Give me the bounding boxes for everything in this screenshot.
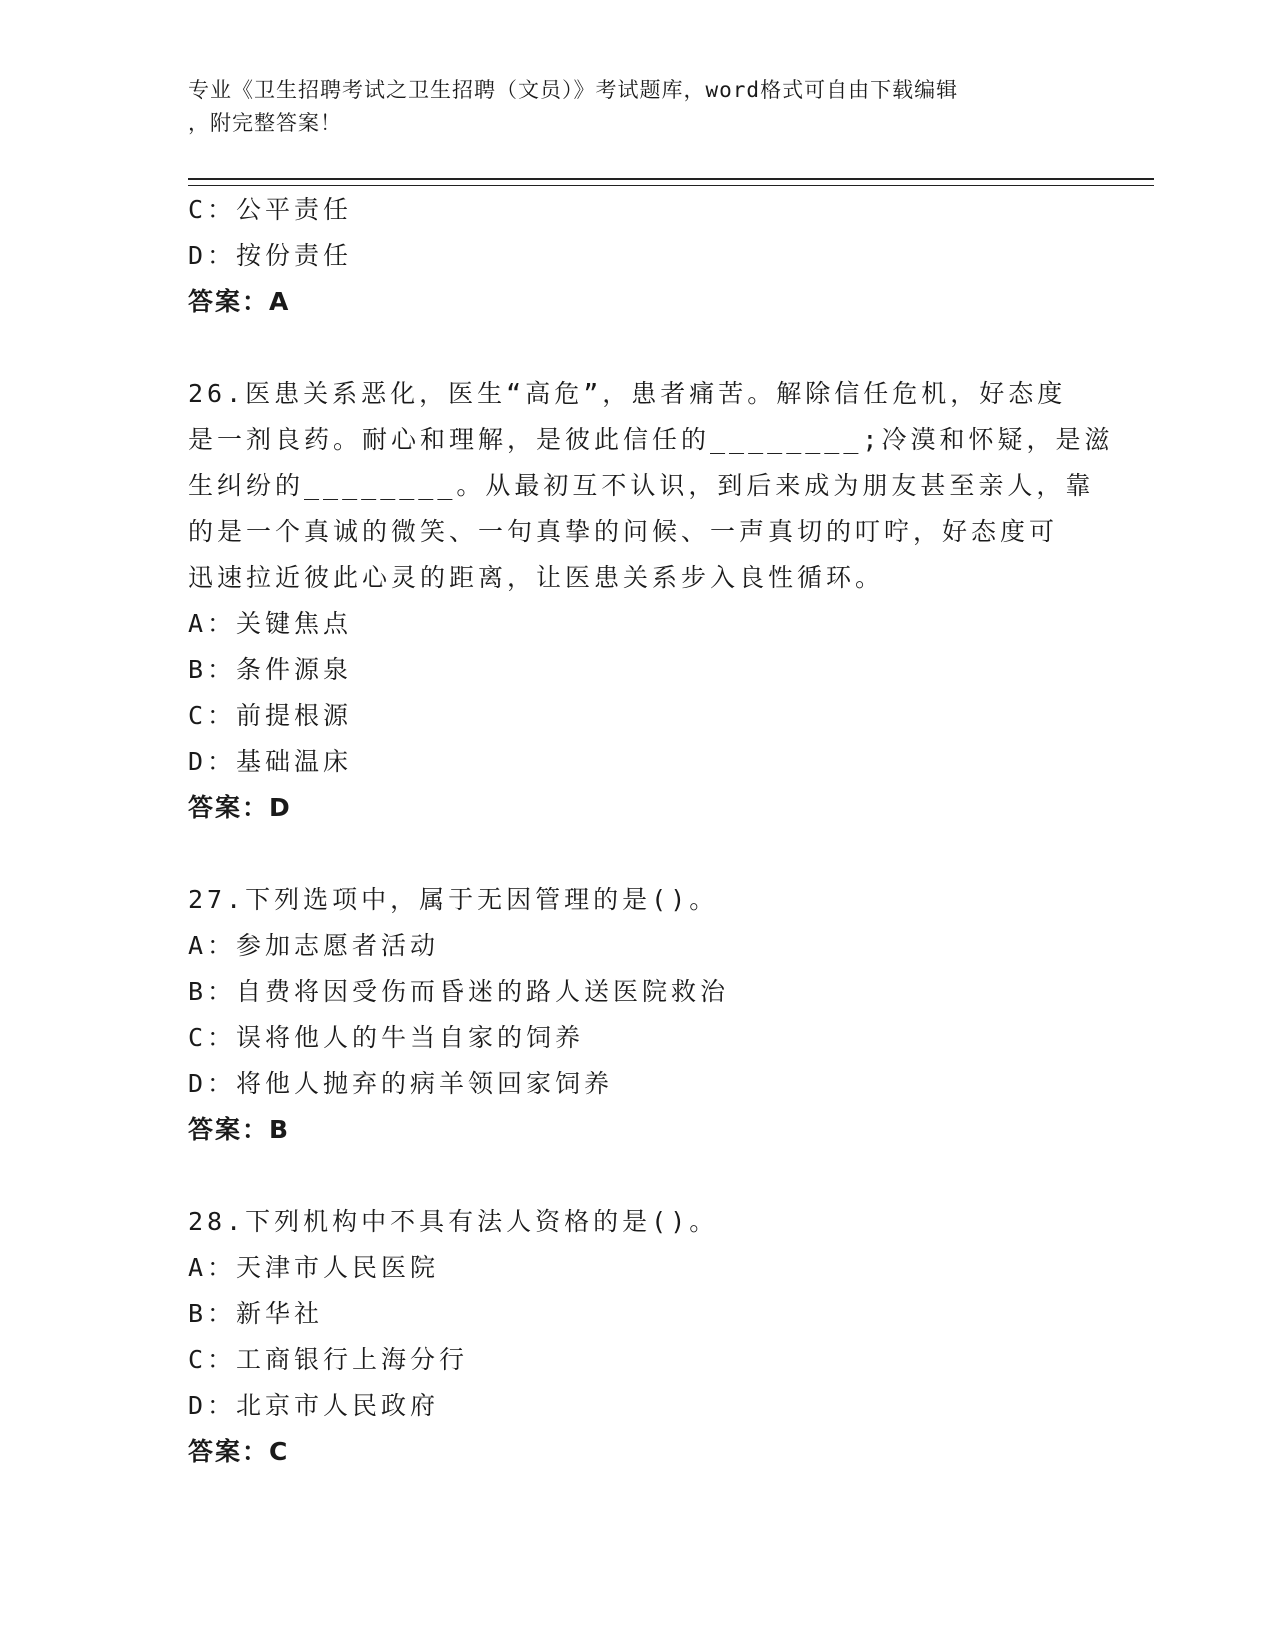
spacer (188, 831, 1088, 877)
header-divider (188, 178, 1154, 186)
option-d: D：按份责任 (188, 241, 353, 270)
option-a: A：参加志愿者活动 (188, 931, 440, 960)
question-text-line: 是一剂良药。耐心和理解，是彼此信任的________;冷漠和怀疑，是滋 (188, 425, 1114, 454)
answer: 答案：B (188, 1115, 291, 1144)
question-text-line: 生纠纷的________。从最初互不认识，到后来成为朋友甚至亲人，靠 (188, 471, 1095, 500)
option-b: B：条件源泉 (188, 655, 353, 684)
question-28 (188, 1199, 1088, 1475)
question-text-line: 28.下列机构中不具有法人资格的是()。 (188, 1207, 719, 1236)
answer: 答案：D (188, 793, 292, 822)
question-26 (188, 371, 1114, 831)
option-c: C：工商银行上海分行 (188, 1345, 469, 1374)
question-text-line: 的是一个真诚的微笑、一句真挚的问候、一声真切的叮咛，好态度可 (188, 517, 1059, 546)
spacer (188, 325, 1088, 371)
question-text-line: 26.医患关系恶化，医生“高危”，患者痛苦。解除信任危机，好态度 (188, 379, 1067, 408)
option-d: D：北京市人民政府 (188, 1391, 440, 1420)
option-a: A：天津市人民医院 (188, 1253, 440, 1282)
option-c: C：公平责任 (188, 195, 353, 224)
option-d: D：基础温床 (188, 747, 353, 776)
question-list (188, 187, 1114, 1475)
answer: 答案：A (188, 287, 291, 316)
option-a: A：关键焦点 (188, 609, 353, 638)
option-b: B：自费将因受伤而昏迷的路人送医院救治 (188, 977, 730, 1006)
question-27 (188, 877, 1088, 1153)
header-line-2: ，附完整答案！ (188, 111, 342, 135)
option-c: C：误将他人的牛当自家的饲养 (188, 1023, 585, 1052)
question-25-tail (188, 187, 1088, 325)
answer: 答案：C (188, 1437, 290, 1466)
question-text-line: 27.下列选项中，属于无因管理的是()。 (188, 885, 719, 914)
option-b: B：新华社 (188, 1299, 324, 1328)
option-c: C：前提根源 (188, 701, 353, 730)
question-text-line: 迅速拉近彼此心灵的距离，让医患关系步入良性循环。 (188, 563, 885, 592)
document-header (188, 74, 1068, 140)
option-d: D：将他人抛弃的病羊领回家饲养 (188, 1069, 614, 1098)
header-line-1: 专业《卫生招聘考试之卫生招聘（文员）》考试题库，word格式可自由下载编辑 (188, 78, 959, 102)
spacer (188, 1153, 1088, 1199)
